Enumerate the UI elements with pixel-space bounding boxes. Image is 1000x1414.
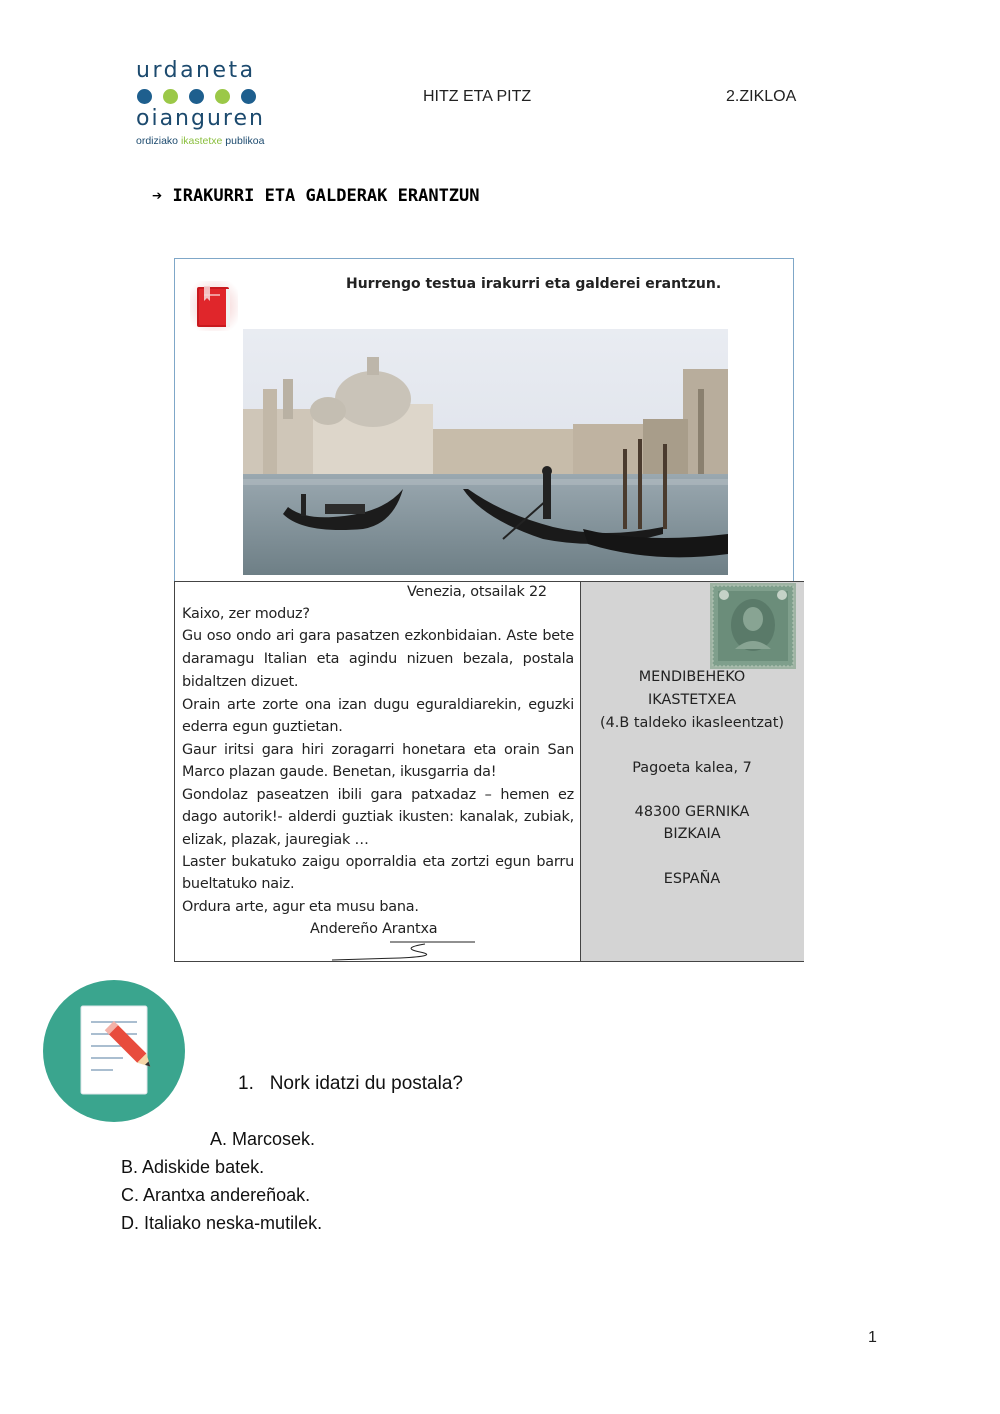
letter-line: Gu oso ondo ari gara pasatzen ezkonbidaian. Aste bete — [182, 628, 574, 644]
address-province: BIZKAIA — [663, 826, 721, 842]
logo-dot — [215, 89, 230, 104]
letter-line: bueltatuko naiz. — [182, 876, 295, 892]
letter-line: Kaixo, zer moduz? — [182, 606, 310, 622]
address-line: (4.B taldeko ikasleentzat) — [600, 715, 784, 731]
worksheet-title: HITZ ETA PITZ — [423, 88, 532, 105]
letter-line: Gaur iritsi gara hiri zoragarri honetara eta orain San — [182, 742, 574, 758]
letter-line: dago autorik!- alderdi guztiak ikusten: kanalak, zubiak, — [182, 809, 574, 825]
instruction-heading: ➔ IRAKURRI ETA GALDERAK ERANTZUN — [152, 186, 480, 206]
signature-name: Andereño Arantxa — [310, 921, 438, 937]
venice-gondola-photo — [243, 329, 728, 575]
postcard-heading: Hurrengo testua irakurri eta galderei erantzun. — [346, 276, 722, 292]
book-icon — [190, 281, 238, 331]
logo-dot — [241, 89, 256, 104]
cycle-label: 2.ZIKLOA — [726, 88, 797, 105]
notepad-pencil-icon — [43, 980, 185, 1122]
postage-stamp — [710, 583, 796, 669]
logo-tagline: ordiziako ikastetxe publikoa — [136, 135, 265, 147]
letter-line: elizak, plazak, jauregiak … — [182, 832, 369, 848]
logo-dot — [137, 89, 152, 104]
letter-line: Orain arte zorte ona izan dugu eguraldiarekin, eguzki — [182, 697, 574, 713]
page-number: 1 — [868, 1329, 877, 1346]
postcard-date: Venezia, otsailak 22 — [407, 584, 547, 600]
address-street: Pagoeta kalea, 7 — [632, 760, 752, 776]
logo-dots — [137, 89, 256, 104]
answer-option-d[interactable]: D. Italiako neska-mutilek. — [121, 1213, 323, 1233]
address-line: MENDIBEHEKO — [638, 669, 746, 685]
logo-dot — [189, 89, 204, 104]
address-line: IKASTETXEA — [648, 692, 736, 708]
answer-option-c[interactable]: C. Arantxa andereñoak. — [121, 1185, 311, 1205]
logo-dot — [163, 89, 178, 104]
logo-wordmark-bottom: oianguren — [136, 106, 265, 131]
letter-line: Marco plazan gaude. Benetan, ikusgarria da! — [182, 764, 497, 780]
address-city: 48300 GERNIKA — [634, 804, 750, 820]
letter-line: bidaltzen dizuet. — [182, 674, 299, 690]
question-1: 1. Nork idatzi du postala? — [238, 1073, 463, 1094]
signature-scribble — [330, 936, 480, 962]
logo-wordmark-top: urdaneta — [136, 58, 256, 83]
letter-line: Laster bukatuko zaigu oporraldia eta zortzi egun barru — [182, 854, 574, 870]
letter-line: Ordura arte, agur eta musu bana. — [182, 899, 419, 915]
answer-option-b[interactable]: B. Adiskide batek. — [121, 1157, 265, 1177]
letter-line: Gondolaz paseatzen ibili gara patxadaz – hemen ez — [182, 787, 574, 803]
address-country: ESPAÑA — [663, 871, 721, 887]
answer-option-a[interactable]: A. Marcosek. — [210, 1129, 316, 1149]
letter-line: ederra egun guztietan. — [182, 719, 343, 735]
letter-line: daramagu Italian eta agindu nizuen bezala, postala — [182, 651, 574, 667]
